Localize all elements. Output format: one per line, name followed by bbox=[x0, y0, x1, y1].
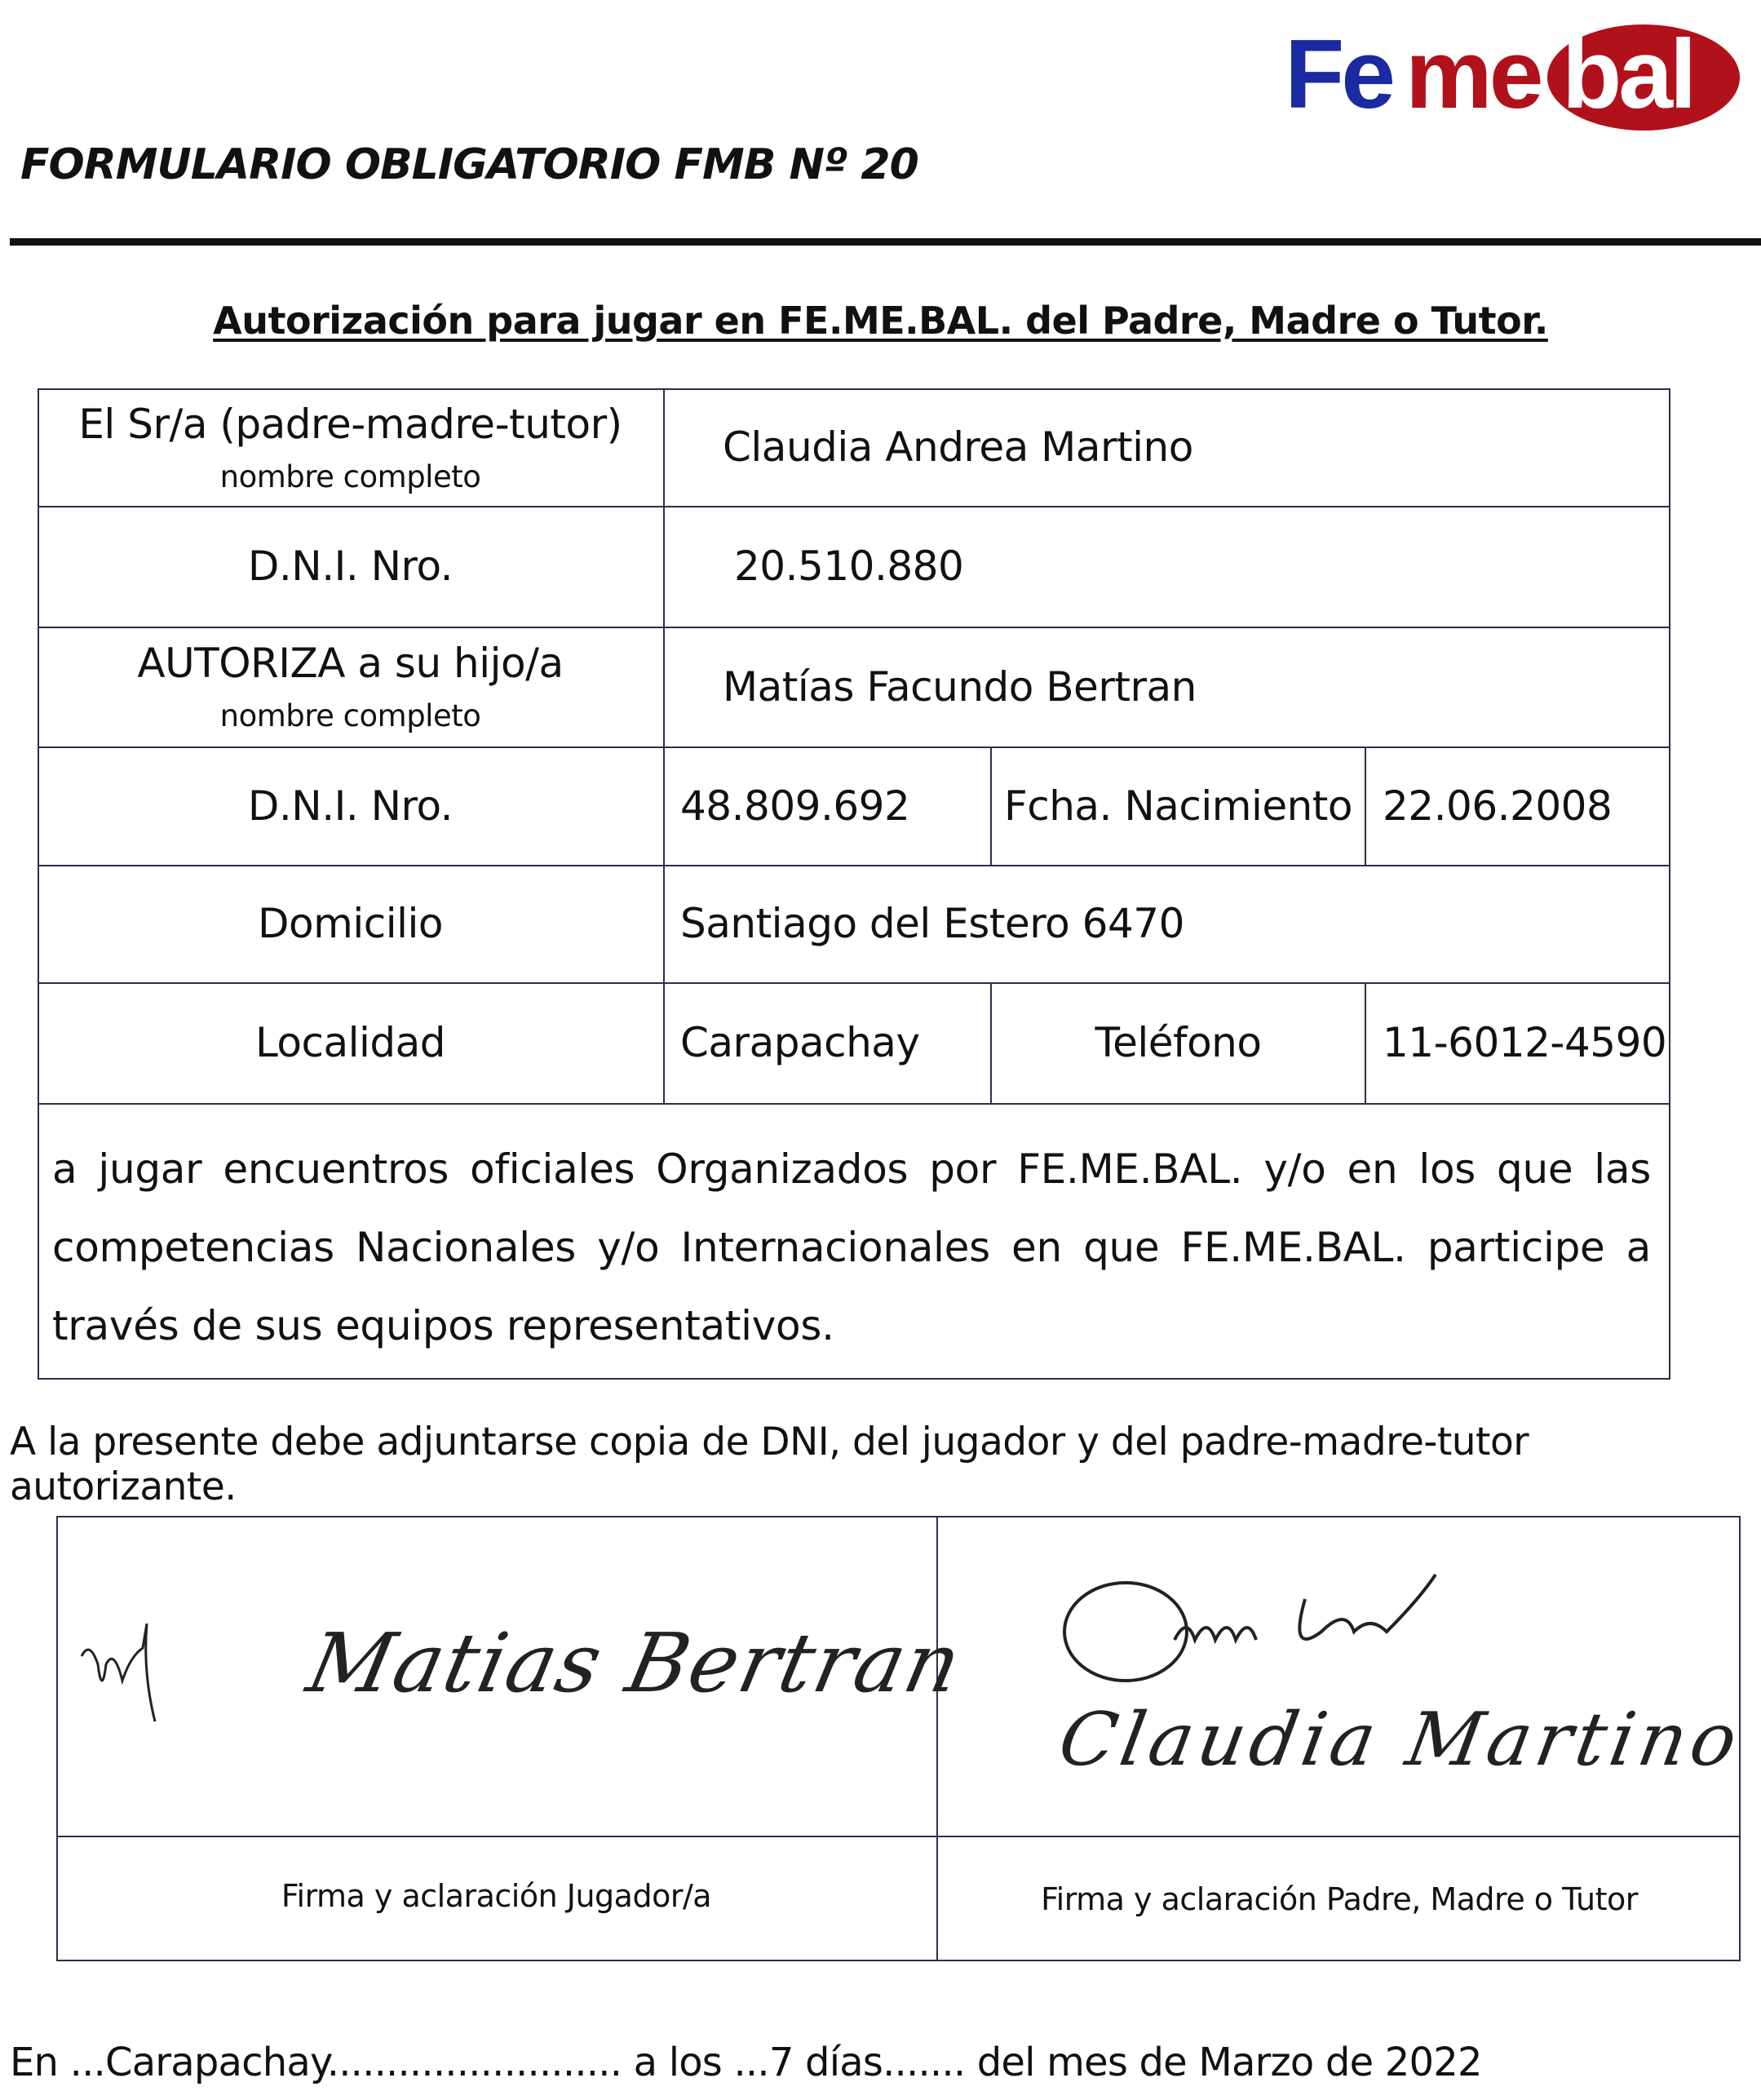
child-name-label bbox=[38, 627, 663, 747]
divider bbox=[1365, 747, 1366, 865]
label-text: El Sr/a (padre-madre-tutor) bbox=[78, 400, 622, 448]
sublabel-text: nombre completo bbox=[219, 698, 481, 733]
divider bbox=[1365, 982, 1366, 1103]
femebal-logo bbox=[1285, 16, 1741, 131]
form-title: FORMULARIO OBLIGATORIO FMB Nº 20 bbox=[20, 140, 918, 189]
parent-dni-value: 20.510.880 bbox=[734, 543, 964, 590]
divider bbox=[56, 1836, 1741, 1837]
divider bbox=[38, 1103, 1670, 1105]
parent-signature bbox=[1060, 1550, 1550, 1717]
child-dni-label: D.N.I. Nro. bbox=[247, 782, 454, 830]
parent-name-label bbox=[38, 388, 663, 506]
child-name-value: Matías Facundo Bertran bbox=[723, 662, 1197, 711]
svg-text:me: me bbox=[1405, 20, 1541, 129]
birthdate-label: Fcha. Nacimiento bbox=[1003, 782, 1353, 830]
parent-signature-text: Claudia Martino bbox=[1052, 1697, 1749, 1783]
player-signature-text: Matias Bertran bbox=[299, 1615, 971, 1711]
birthdate-value: 22.06.2008 bbox=[1383, 782, 1613, 830]
place-date-line: En ...Carapachay......................... a los ...7 días....... del mes de Marzo de 2022 bbox=[10, 2040, 1482, 2085]
divider bbox=[663, 388, 665, 1103]
child-dni-value: 48.809.692 bbox=[680, 782, 910, 830]
parent-signature-caption: Firma y aclaración Padre, Madre o Tutor bbox=[1041, 1881, 1638, 1917]
authorization-paragraph: a jugar encuentros oficiales Organizados por FE.ME.BAL. y/o en los que las competencias Nacionales y/o Internacionales en que FE.ME.BAL. participe a través de sus equipos representativos. bbox=[52, 1145, 1651, 1349]
locality-value: Carapachay bbox=[680, 1019, 920, 1066]
divider bbox=[10, 238, 1761, 246]
address-label: Domicilio bbox=[258, 900, 443, 947]
parent-name-value: Claudia Andrea Martino bbox=[723, 423, 1193, 471]
svg-text:Fe: Fe bbox=[1285, 20, 1393, 129]
address-value: Santiago del Estero 6470 bbox=[680, 900, 1184, 947]
player-signature-caption: Firma y aclaración Jugador/a bbox=[281, 1878, 712, 1914]
svg-text:bal: bal bbox=[1562, 20, 1694, 129]
phone-value: 11-6012-4590 bbox=[1383, 1019, 1667, 1066]
locality-label: Localidad bbox=[254, 1019, 446, 1066]
sublabel-text: nombre completo bbox=[219, 459, 481, 494]
attachment-note: A la presente debe adjuntarse copia de DNI, del jugador y del padre-madre-tutor autorizante. bbox=[10, 1420, 1529, 1509]
label-text: AUTORIZA a su hijo/a bbox=[137, 640, 564, 687]
page-heading: Autorización para jugar en FE.ME.BAL. del Padre, Madre o Tutor. bbox=[213, 299, 1548, 343]
phone-label: Teléfono bbox=[1095, 1019, 1262, 1066]
parent-dni-label: D.N.I. Nro. bbox=[247, 543, 454, 590]
